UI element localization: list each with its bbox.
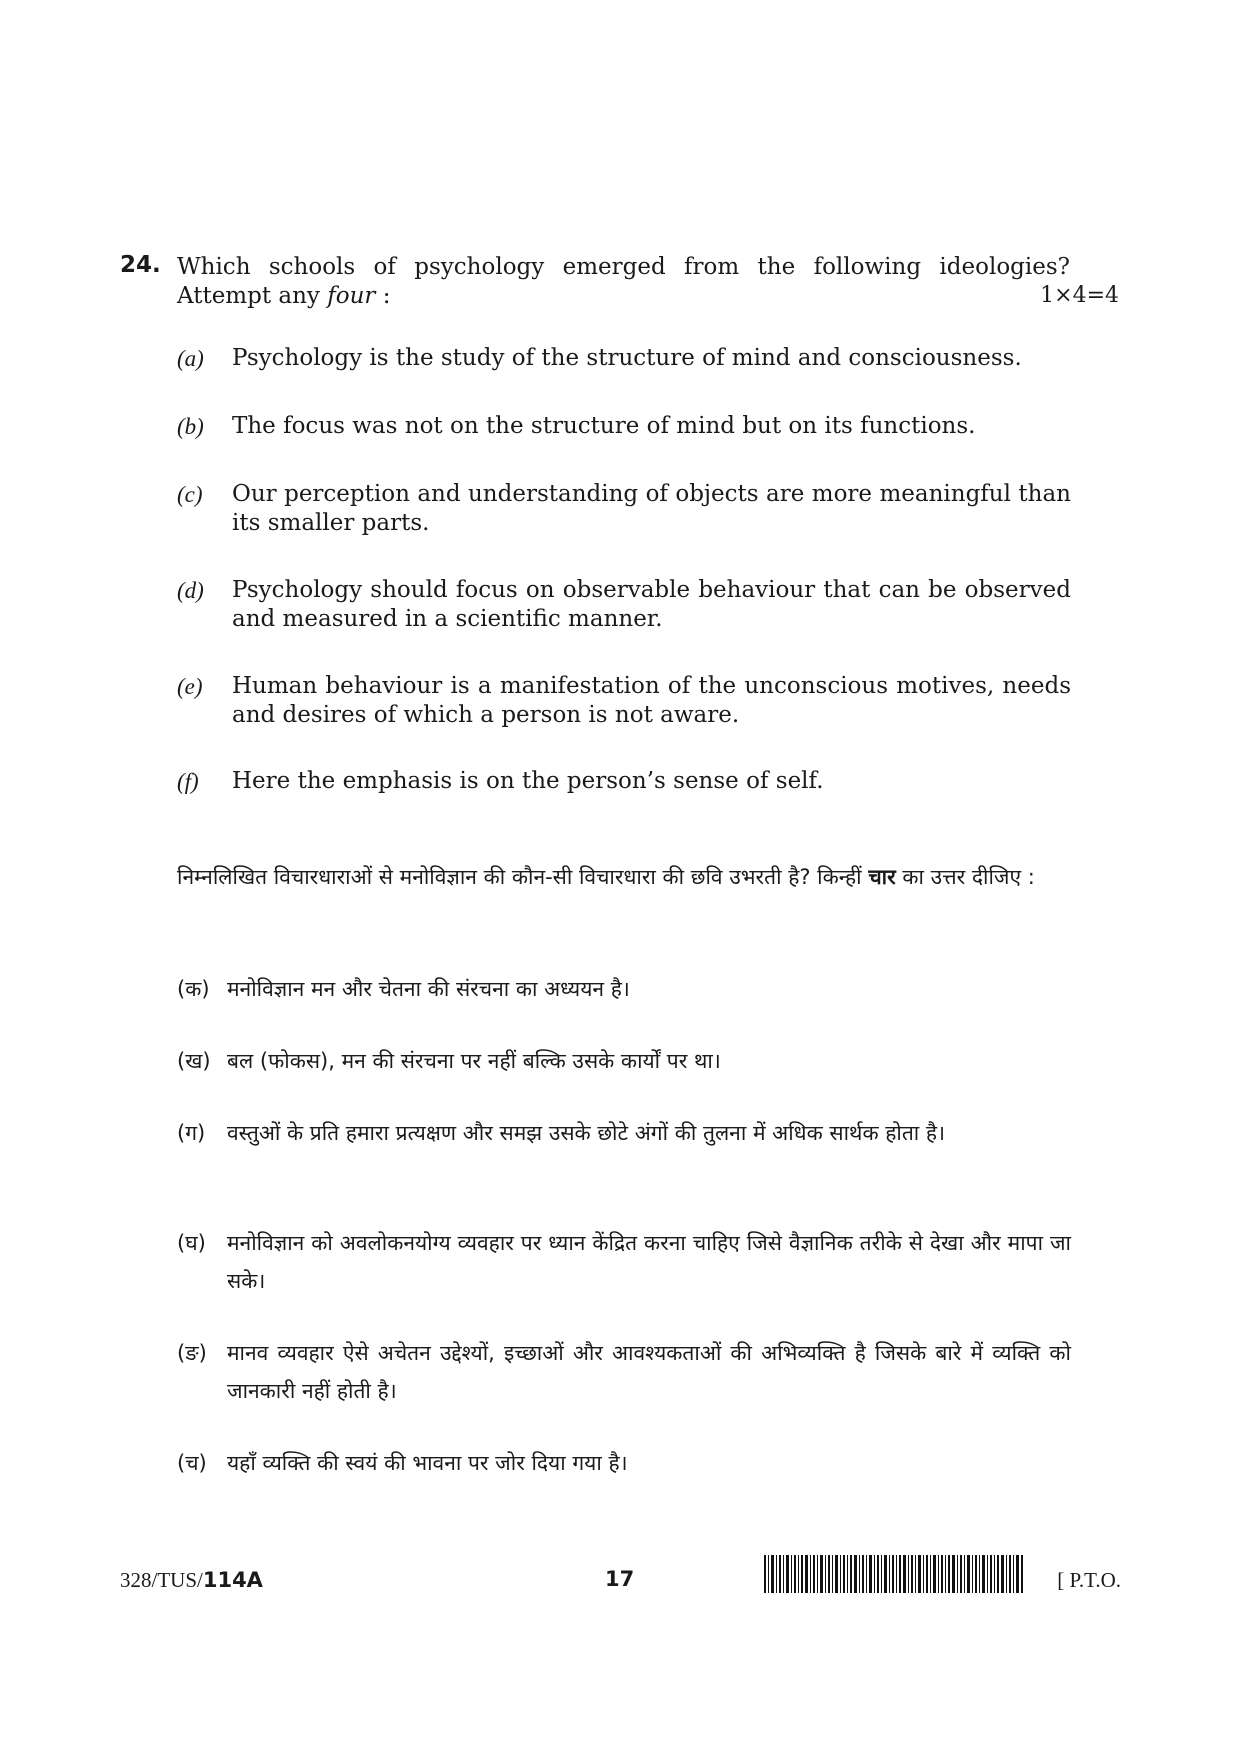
option-label: (च) — [177, 1451, 207, 1475]
option-label: (ख) — [177, 1049, 211, 1073]
option-text: मानव व्यवहार ऐसे अचेतन उद्देश्यों, इच्छाओं और आवश्यकताओं की अभिव्यक्ति है जिसके बारे में व्यक्ति को जानकारी नहीं होती है। — [227, 1341, 1071, 1403]
paper-code: 328/TUS/114A — [120, 1568, 263, 1592]
option-label: (a) — [177, 346, 204, 371]
option-text: The focus was not on the structure of mind but on its functions. — [232, 413, 976, 439]
please-turn-over: [ P.T.O. — [1057, 1568, 1121, 1592]
question-instruction: Attempt any four : — [177, 283, 391, 309]
option-text: Psychology is the study of the structure of mind and consciousness. — [232, 345, 1022, 371]
question-number: 24. — [120, 252, 161, 278]
marks-allocation: 1×4=4 — [1040, 283, 1119, 308]
question-text: Which schools of psychology emerged from the following ideologies? — [177, 254, 1070, 280]
option-text: बल (फोकस), मन की संरचना पर नहीं बल्कि उसके कार्यों पर था। — [227, 1049, 721, 1073]
option-label: (क) — [177, 977, 210, 1001]
option-label: (c) — [177, 482, 203, 507]
barcode — [764, 1555, 1024, 1593]
hindi-question-text: निम्नलिखित विचारधाराओं से मनोविज्ञान की कौन-सी विचारधारा की छवि उभरती है? किन्हीं चार का उत्तर दीजिए : — [177, 865, 1035, 889]
option-label: (b) — [177, 414, 204, 439]
option-text: Here the emphasis is on the person’s sense of self. — [232, 768, 824, 794]
option-text: वस्तुओं के प्रति हमारा प्रत्यक्षण और समझ उसके छोटे अंगों की तुलना में अधिक सार्थक होता है। — [227, 1121, 946, 1145]
option-label: (e) — [177, 674, 203, 699]
option-text: यहाँ व्यक्ति की स्वयं की भावना पर जोर दिया गया है। — [227, 1451, 628, 1475]
option-text: मनोविज्ञान को अवलोकनयोग्य व्यवहार पर ध्यान केंद्रित करना चाहिए जिसे वैज्ञानिक तरीके से देखा और मापा जा सके। — [227, 1231, 1071, 1293]
option-text: Psychology should focus on observable behaviour that can be observed and measured in a scientific manner. — [232, 577, 1071, 632]
option-text: मनोविज्ञान मन और चेतना की संरचना का अध्ययन है। — [227, 977, 630, 1001]
option-text: Human behaviour is a manifestation of the unconscious motives, needs and desires of which a person is not aware. — [232, 673, 1071, 728]
option-text: Our perception and understanding of objects are more meaningful than its smaller parts. — [232, 481, 1071, 536]
option-label: (f) — [177, 769, 199, 794]
option-label: (घ) — [177, 1231, 206, 1255]
page-number: 17 — [605, 1567, 635, 1591]
option-label: (d) — [177, 578, 204, 603]
option-label: (ङ) — [177, 1341, 207, 1365]
option-label: (ग) — [177, 1121, 206, 1145]
